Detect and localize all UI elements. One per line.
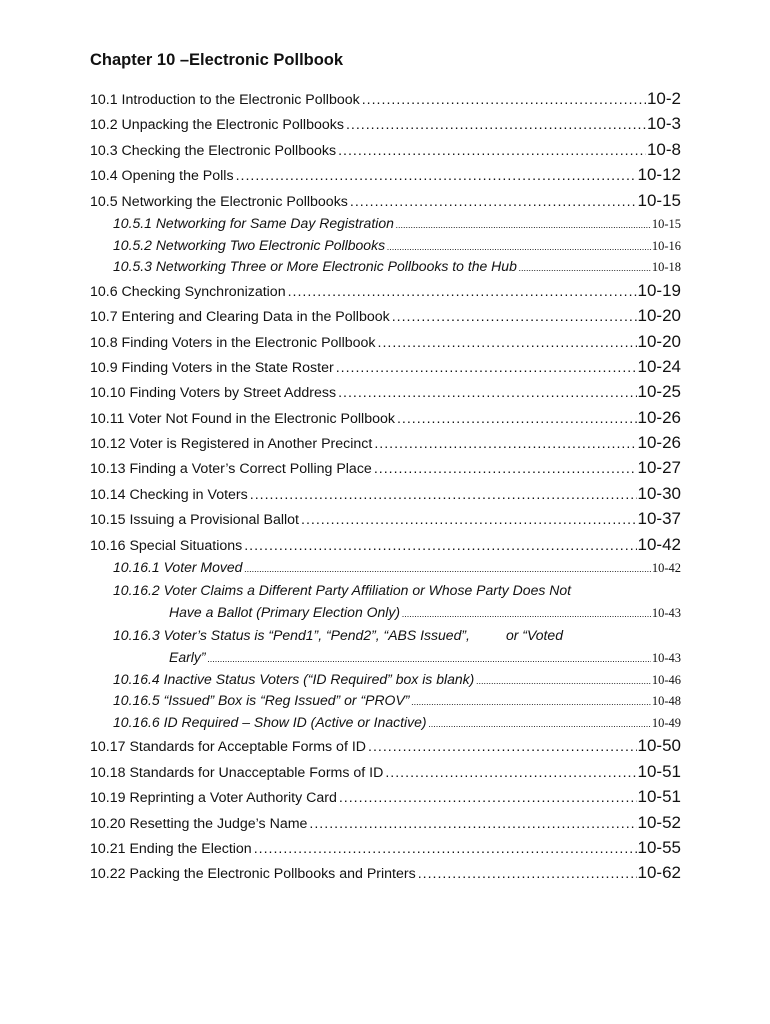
- toc-entry-10-20[interactable]: [90, 810, 681, 835]
- toc-entry-10-2[interactable]: [90, 111, 681, 136]
- dot-leader: [411, 692, 650, 714]
- toc-entry-label: 10.20 Resetting the Judge’s Name: [90, 815, 308, 832]
- toc-entry-label: 10.2 Unpacking the Electronic Pollbooks: [90, 117, 344, 134]
- dot-leader: [339, 786, 637, 811]
- toc-entry-10-10[interactable]: [90, 379, 681, 404]
- toc-page-number: 10-19: [637, 280, 681, 300]
- toc-entry-label-continued: Have a Ballot (Primary Election Only): [169, 604, 401, 621]
- toc-entry-10-11[interactable]: [90, 405, 681, 430]
- dot-leader: [350, 190, 637, 215]
- toc-entry-label: 10.1 Introduction to the Electronic Pollbook: [90, 92, 360, 108]
- toc-entry-label: 10.12 Voter is Registered in Another Precinct: [90, 436, 373, 453]
- toc-entry-10-14[interactable]: [90, 481, 681, 506]
- toc-entry-10-16-6[interactable]: [90, 712, 681, 734]
- toc-entry-10-18[interactable]: [90, 759, 681, 784]
- toc-entry-label: 10.22 Packing the Electronic Pollbooks and Printers: [90, 866, 416, 883]
- toc-entry-label: 10.16.6 ID Required – Show ID (Active or Inactive): [113, 713, 427, 730]
- toc-entry-10-16[interactable]: [90, 532, 681, 557]
- toc-entry-10-22[interactable]: [90, 860, 681, 885]
- toc-entry-10-13[interactable]: [90, 455, 681, 480]
- toc-entry-10-3[interactable]: [90, 137, 681, 162]
- toc-page-number: 10-42: [637, 534, 681, 554]
- toc-entry-10-1[interactable]: [90, 86, 681, 111]
- toc-entry-10-19[interactable]: [90, 784, 681, 809]
- toc-entry-label: 10.5 Networking the Electronic Pollbooks: [90, 193, 348, 210]
- toc-entry-label: 10.14 Checking in Voters: [90, 486, 248, 503]
- toc-entry-label: 10.15 Issuing a Provisional Ballot: [90, 512, 299, 529]
- toc-entry-label: 10.3 Checking the Electronic Pollbooks: [90, 142, 337, 159]
- dot-leader: [368, 735, 637, 760]
- toc-entry-10-16-4[interactable]: [90, 669, 681, 691]
- toc-page-number: 10-25: [637, 382, 681, 402]
- toc-page-number: 10-27: [637, 458, 681, 478]
- toc-entry-label: 10.21 Ending the Election: [90, 840, 252, 857]
- toc-page-number: 10-49: [651, 715, 681, 730]
- dot-leader: [338, 139, 646, 164]
- toc-entry-label: 10.18 Standards for Unacceptable Forms of ID: [90, 764, 384, 781]
- toc-page-number: 10-37: [637, 509, 681, 529]
- dot-leader: [338, 381, 636, 406]
- dot-leader: [402, 603, 651, 626]
- dot-leader: [208, 648, 651, 671]
- dot-leader: [378, 331, 637, 356]
- toc-page-number: 10-24: [637, 356, 681, 376]
- toc-entry-10-7[interactable]: [90, 303, 681, 328]
- toc-page-number: 10-51: [637, 761, 681, 781]
- dot-leader: [301, 508, 637, 533]
- toc-page-number: 10-30: [637, 483, 681, 503]
- toc-entry-label-continued: Early”: [169, 649, 206, 666]
- dot-leader: [374, 432, 636, 457]
- toc-page-number: 10-55: [637, 837, 681, 857]
- toc-entry-10-9[interactable]: [90, 354, 681, 379]
- toc-entry-10-5-1[interactable]: [90, 213, 681, 235]
- dot-leader: [346, 113, 646, 138]
- toc-page-number: 10-43: [651, 651, 681, 666]
- dot-leader: [244, 534, 636, 559]
- toc-entry-label: 10.16 Special Situations: [90, 537, 243, 554]
- dot-leader: [250, 483, 637, 508]
- table-of-contents: [90, 48, 681, 886]
- toc-entry-label: 10.13 Finding a Voter’s Correct Polling Place: [90, 461, 372, 478]
- toc-page-number: 10-15: [651, 216, 681, 231]
- toc-entry-10-16-3[interactable]: [90, 624, 681, 669]
- toc-page-number: 10-26: [637, 433, 681, 453]
- toc-entry-label: 10.16.3 Voter’s Status is “Pend1”, “Pend2”, “ABS Issued”,: [113, 626, 470, 643]
- dot-leader: [397, 407, 637, 432]
- dot-leader: [244, 559, 650, 581]
- chapter-title: Chapter 10 –Electronic Pollbook: [90, 51, 344, 69]
- toc-page-number: 10-46: [651, 672, 681, 687]
- toc-page-number: 10-16: [651, 238, 681, 253]
- toc-page-number: 10-2: [646, 89, 681, 108]
- toc-entry-10-12[interactable]: [90, 430, 681, 455]
- dot-leader: [429, 714, 651, 736]
- dot-leader: [336, 356, 637, 381]
- toc-entry-label: 10.9 Finding Voters in the State Roster: [90, 359, 334, 376]
- toc-entry-label: 10.11 Voter Not Found in the Electronic Pollbook: [90, 410, 395, 427]
- toc-entry-label: 10.10 Finding Voters by Street Address: [90, 385, 337, 402]
- dot-leader: [392, 305, 637, 330]
- toc-page-number: 10-48: [651, 694, 681, 709]
- toc-page-number: 10-20: [637, 306, 681, 326]
- toc-entry-label-tail: or “Voted: [505, 626, 564, 643]
- dot-leader: [385, 761, 636, 786]
- dot-leader: [396, 215, 651, 237]
- toc-entry-10-5-3[interactable]: [90, 256, 681, 278]
- toc-page-number: 10-15: [637, 190, 681, 210]
- toc-entry-label: 10.5.3 Networking Three or More Electronic Pollbooks to the Hub: [113, 258, 517, 275]
- toc-entry-10-16-5[interactable]: [90, 690, 681, 712]
- dot-leader: [254, 837, 637, 862]
- toc-page-number: 10-12: [637, 165, 681, 185]
- toc-entry-10-16-1[interactable]: [90, 557, 681, 579]
- toc-entry-10-4[interactable]: [90, 162, 681, 187]
- dot-leader: [387, 237, 651, 259]
- toc-entry-10-5-2[interactable]: [90, 235, 681, 257]
- toc-page-number: 10-50: [637, 736, 681, 756]
- toc-entry-label: 10.19 Reprinting a Voter Authority Card: [90, 790, 337, 807]
- toc-page-number: 10-18: [651, 260, 681, 275]
- dot-leader: [288, 280, 637, 305]
- toc-page-number: 10-8: [646, 139, 681, 159]
- dot-leader: [519, 258, 651, 280]
- toc-page-number: 10-51: [637, 787, 681, 807]
- toc-entry-10-16-2[interactable]: [90, 579, 681, 624]
- toc-entry-label: 10.7 Entering and Clearing Data in the Pollbook: [90, 309, 390, 326]
- toc-entry-label: 10.16.4 Inactive Status Voters (“ID Required” box is blank): [113, 670, 475, 687]
- toc-page-number: 10-20: [637, 331, 681, 351]
- toc-page-number: 10-52: [637, 812, 681, 832]
- toc-entry-label: 10.8 Finding Voters in the Electronic Pollbook: [90, 334, 376, 351]
- dot-leader: [236, 164, 637, 189]
- toc-entry-label: 10.17 Standards for Acceptable Forms of ID: [90, 739, 367, 756]
- toc-entry-10-5[interactable]: [90, 188, 681, 213]
- toc-entry-label: 10.5.1 Networking for Same Day Registration: [113, 214, 394, 231]
- toc-page-number: 10-62: [637, 863, 681, 883]
- toc-entry-10-15[interactable]: [90, 506, 681, 531]
- toc-entry-10-8[interactable]: [90, 329, 681, 354]
- toc-page-number: 10-26: [637, 407, 681, 427]
- toc-page-number: 10-43: [651, 606, 681, 621]
- dot-leader: [476, 671, 651, 693]
- toc-entry-10-21[interactable]: [90, 835, 681, 860]
- toc-entry-label: 10.4 Opening the Polls: [90, 168, 234, 185]
- toc-entry-label: 10.6 Checking Synchronization: [90, 283, 286, 300]
- dot-leader: [362, 88, 646, 113]
- toc-page-number: 10-3: [646, 114, 681, 134]
- toc-entry-label: 10.16.5 “Issued” Box is “Reg Issued” or “PROV”: [113, 692, 410, 709]
- dot-leader: [374, 457, 637, 482]
- toc-entry-label: 10.16.1 Voter Moved: [113, 559, 243, 576]
- toc-entry-label: 10.16.2 Voter Claims a Different Party Affiliation or Whose Party Does Not: [113, 581, 572, 598]
- dot-leader: [418, 862, 637, 887]
- toc-page-number: 10-42: [651, 561, 681, 576]
- toc-entry-label: 10.5.2 Networking Two Electronic Pollbooks: [113, 236, 386, 253]
- toc-entry-10-17[interactable]: [90, 733, 681, 758]
- dot-leader: [309, 812, 636, 837]
- toc-entry-10-6[interactable]: [90, 278, 681, 303]
